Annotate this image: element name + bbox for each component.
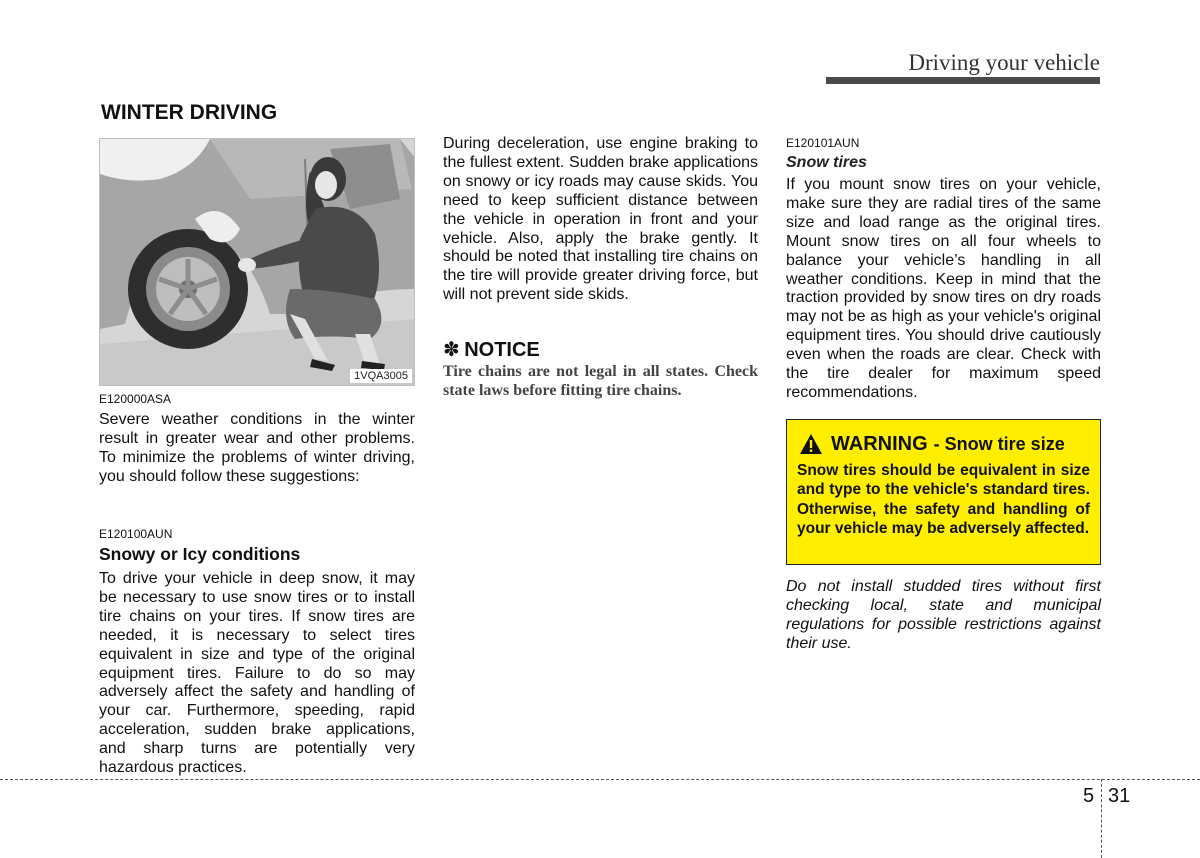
snow-tires-code: E120101AUN [786, 136, 860, 150]
tire-illustration [100, 139, 415, 386]
header-rule [826, 77, 1100, 84]
page-section-number: 5 [1083, 785, 1095, 807]
intro-code: E120000ASA [99, 392, 172, 406]
illustration-woman-fitting-tire [99, 138, 415, 386]
warning-word: WARNING [831, 432, 928, 455]
studded-tires-note: Do not install studded tires without first checking local, state and municipal regulations for possible restrictions against their use. [786, 578, 1101, 652]
notice-title: NOTICE [464, 339, 540, 361]
page-number-divider [1101, 779, 1102, 858]
snow-tires-text: If you mount snow tires on your vehicle, make sure they are radial tires of the same size and load range as the original tires. Mount snow tires on all four wheels to balance your vehicle’s handling in all weather conditions. Keep in mind that the traction provided by snow tires on dry roads may not be as high as your vehicle's original equipment tires. You should drive cautiously even when the roads are clear. Check with the tire dealer for maximum speed recommendations. [786, 176, 1101, 401]
notice-text: Tire chains are not legal in all states. Check state laws before fitting tire chains. [443, 363, 758, 399]
warning-text: Snow tires should be equivalent in size and type to the vehicle's standard tires. Otherwise, the safety and handling of your vehicle may be adversely affected. [797, 462, 1090, 537]
snow-tires-title: Snow tires [786, 154, 867, 171]
footer-divider [0, 779, 1200, 780]
warning-box [786, 419, 1101, 565]
warning-subtitle: - Snow tire size [933, 433, 1065, 454]
intro-text: Severe weather conditions in the winter result in greater wear and other problems. To minimize the problems of winter driving, you should follow these suggestions: [99, 411, 415, 485]
deceleration-text: During deceleration, use engine braking to the fullest extent. Sudden brake applications on snowy or icy roads may cause skids. You need to keep sufficient distance between the vehicle in operation in front and your vehicle. Also, apply the brake gently. It should be noted that installing tire chains on the tire will provide greater driving force, but will not prevent side skids. [443, 135, 758, 304]
notice-heading [443, 337, 758, 362]
header-title: Driving your vehicle [908, 50, 1100, 75]
figure-code: 1VQA3005 [350, 369, 412, 383]
warning-triangle-icon [799, 433, 823, 455]
warning-header [799, 430, 1090, 458]
asterisk-icon: ✽ [443, 339, 460, 361]
snowy-text: To drive your vehicle in deep snow, it may be necessary to use snow tires or to install tire chains on your tires. If snow tires are needed, it is necessary to select tires equivalent in size and type of the original equipment tires. Failure to do so may adversely affect the safety and handling of your car. Furthermore, speeding, rapid acceleration, sudden brake applications, and sharp turns are potentially very hazardous practices. [99, 570, 415, 777]
page-number: 31 [1108, 785, 1131, 807]
section-title: WINTER DRIVING [101, 101, 278, 124]
snowy-title: Snowy or Icy conditions [99, 544, 301, 564]
snowy-code: E120100AUN [99, 527, 173, 541]
